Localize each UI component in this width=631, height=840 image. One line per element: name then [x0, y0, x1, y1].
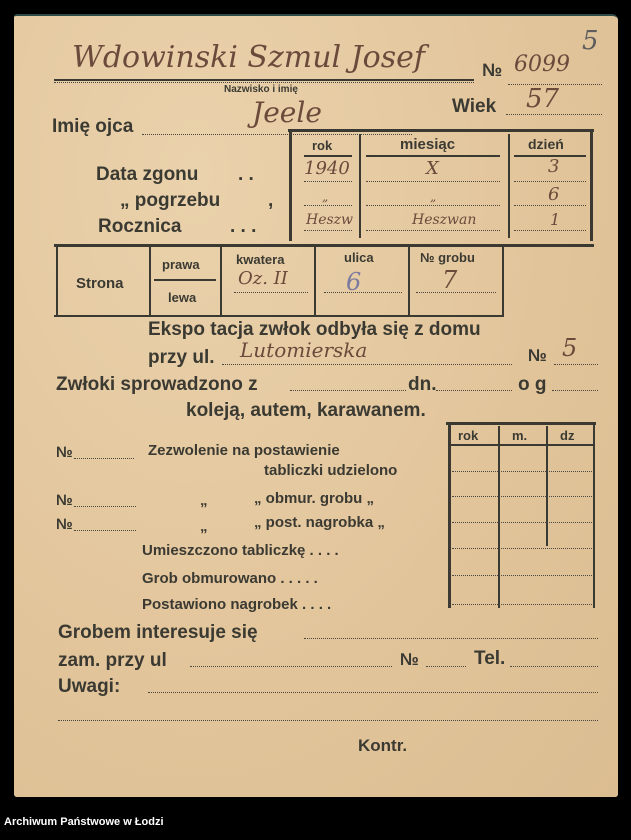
loc-div-5: [502, 247, 504, 315]
permit-header-rok: rok: [458, 428, 479, 443]
interest-dots: [304, 638, 598, 639]
death-row-dots-2: [366, 181, 500, 182]
ulica-label: ulica: [344, 250, 374, 265]
loc-div-2: [220, 247, 222, 315]
dates-col-div-1: [359, 134, 361, 238]
tombstone-placed: Postawiono nagrobek . . . .: [142, 596, 332, 613]
export-no-value: 5: [562, 334, 578, 362]
kwatera-value: Oz. II: [238, 268, 288, 289]
loc-div-3: [314, 247, 316, 315]
permit-table-left: [448, 424, 451, 608]
transport-options: koleją, autem, karawanem.: [186, 400, 426, 421]
permit-row-line-3: [452, 522, 592, 523]
hdr-underline-rok: [304, 155, 352, 157]
permit-row-line-1: [452, 471, 592, 472]
archive-caption: Archiwum Państwowe w Łodzi: [4, 816, 164, 828]
death-miesiac: X: [426, 158, 439, 179]
permit-row-line-4: [452, 548, 592, 549]
kwatera-dots: [234, 292, 308, 293]
export-no-label: №: [528, 346, 547, 365]
permit-table-top: [446, 422, 596, 425]
record-no-suffix: 5: [582, 26, 599, 56]
permit2-dots: [74, 506, 136, 507]
notes-dots-2: [58, 720, 598, 721]
father-dots: [142, 134, 412, 135]
export-line: Ekspo tacja zwłok odbyła się z domu: [148, 319, 481, 340]
prawa-label: prawa: [162, 257, 200, 272]
ulica-value: 6: [346, 268, 362, 296]
brought-from-dots: [290, 390, 406, 391]
permit-table-right: [593, 424, 595, 608]
death-rok: 1940: [304, 158, 350, 179]
anniversary-dots: . . .: [230, 216, 257, 237]
brought-day-label: dn.: [408, 374, 437, 395]
name-label: Nazwisko i imię: [224, 84, 298, 95]
strona-label: Strona: [76, 275, 124, 292]
permit2-q1: „: [200, 492, 208, 509]
funeral-row-dots-3: [514, 205, 586, 206]
hdr-underline-miesiac: [366, 155, 500, 157]
loc-div-1: [149, 247, 151, 315]
permit-row-line-6: [452, 604, 592, 605]
permit3-dots: [74, 530, 136, 531]
loc-div-4: [408, 247, 410, 315]
control-label: Kontr.: [358, 736, 408, 755]
death-row-dots-1: [304, 181, 352, 182]
grobu-dots: [416, 292, 496, 293]
notes-dots-1: [148, 692, 598, 693]
death-dzien: 3: [548, 156, 560, 177]
permit-header-dz: dz: [560, 428, 575, 443]
brought-from-label: Zwłoki sprowadzono z: [56, 374, 258, 395]
father-label: Imię ojca: [52, 116, 134, 137]
permit1-line1: Zezwolenie na postawienie: [148, 442, 340, 459]
address-label: zam. przy ul: [58, 650, 167, 671]
dates-header-miesiac: miesiąc: [400, 136, 456, 153]
name-underline: [54, 79, 474, 81]
permit-col-div-1: [498, 426, 500, 608]
anniv-row-dots-1: [304, 230, 352, 231]
grobu-value: 7: [442, 266, 458, 294]
permit-header-m: m.: [512, 428, 528, 443]
permit-row-line-2: [452, 496, 592, 497]
name-underline-dots: [54, 82, 474, 83]
funeral-row-dots-2: [366, 205, 500, 206]
death-date-label: Data zgonu: [96, 164, 199, 185]
permit3-q1: „: [200, 518, 208, 535]
age-dots: [506, 114, 602, 115]
anniv-row-dots-3: [514, 230, 586, 231]
permit-header-line: [451, 444, 593, 446]
location-table-bottom: [54, 315, 504, 317]
tel-label: Tel.: [474, 648, 506, 669]
permit1-dots: [74, 458, 134, 459]
address-dots: [190, 666, 392, 667]
record-no-label: №: [482, 60, 503, 80]
funeral-dzien: 6: [548, 184, 560, 205]
interest-label: Grobem interesuje się: [58, 622, 258, 643]
funeral-row-dots-1: [304, 205, 352, 206]
permit1-no: №: [56, 444, 73, 461]
lewa-label: lewa: [168, 290, 197, 305]
funeral-date-label: „ pogrzebu: [120, 190, 221, 211]
permit1-line2: tabliczki udzielono: [264, 462, 398, 479]
funeral-date-dots: ,: [268, 190, 274, 211]
export-street-value: Lutomierska: [240, 338, 368, 362]
permit2-label: „ obmur. grobu „: [254, 490, 374, 507]
dates-table-right: [590, 129, 593, 241]
dates-header-dzien: dzień: [528, 136, 564, 152]
dates-header-rok: rok: [312, 138, 333, 153]
record-no-value: 6099: [514, 52, 570, 77]
death-date-dots: . .: [238, 164, 254, 185]
notes-label: Uwagi:: [58, 676, 121, 697]
plaque-placed: Umieszczono tabliczkę . . . .: [142, 542, 339, 559]
grave-walled: Grob obmurowano . . . . .: [142, 570, 318, 587]
location-table-top: [54, 244, 594, 247]
brought-hour-dots: [552, 390, 598, 391]
export-no-dots: [554, 364, 598, 365]
burial-record-card: [14, 14, 618, 797]
dates-col-div-2: [508, 134, 510, 238]
kwatera-label: kwatera: [236, 252, 285, 267]
address-no-dots: [426, 666, 466, 667]
loc-div-0: [56, 247, 58, 315]
brought-hour-label: o g: [518, 374, 547, 395]
export-street-dots: [222, 364, 512, 365]
permit3-no: №: [56, 516, 73, 533]
prawa-lewa-divider: [154, 279, 216, 281]
anniv-row-dots-2: [366, 230, 500, 231]
father-value: Jeele: [252, 96, 322, 129]
age-label: Wiek: [452, 96, 497, 117]
permit-row-line-5: [452, 575, 592, 576]
funeral-rok: „: [322, 190, 329, 204]
brought-day-dots: [436, 390, 512, 391]
age-value: 57: [526, 84, 560, 114]
anniversary-label: Rocznica: [98, 216, 182, 237]
dates-table-left: [289, 129, 292, 241]
anniversary-miesiac: Heszwan: [412, 212, 477, 228]
permit3-label: „ post. nagrobka „: [254, 514, 385, 531]
anniversary-dzien: 1: [550, 210, 561, 229]
export-street-label: przy ul.: [148, 347, 215, 368]
address-no-label: №: [400, 650, 419, 669]
ulica-dots: [324, 292, 402, 293]
grobu-label: № grobu: [420, 250, 475, 265]
dates-table-top: [288, 129, 594, 132]
death-row-dots-3: [514, 181, 586, 182]
funeral-miesiac: „: [430, 190, 437, 204]
anniversary-rok: Heszw: [306, 212, 354, 228]
name-value: Wdowinski Szmul Josef: [72, 40, 425, 75]
permit2-no: №: [56, 492, 73, 509]
tel-dots: [510, 666, 598, 667]
